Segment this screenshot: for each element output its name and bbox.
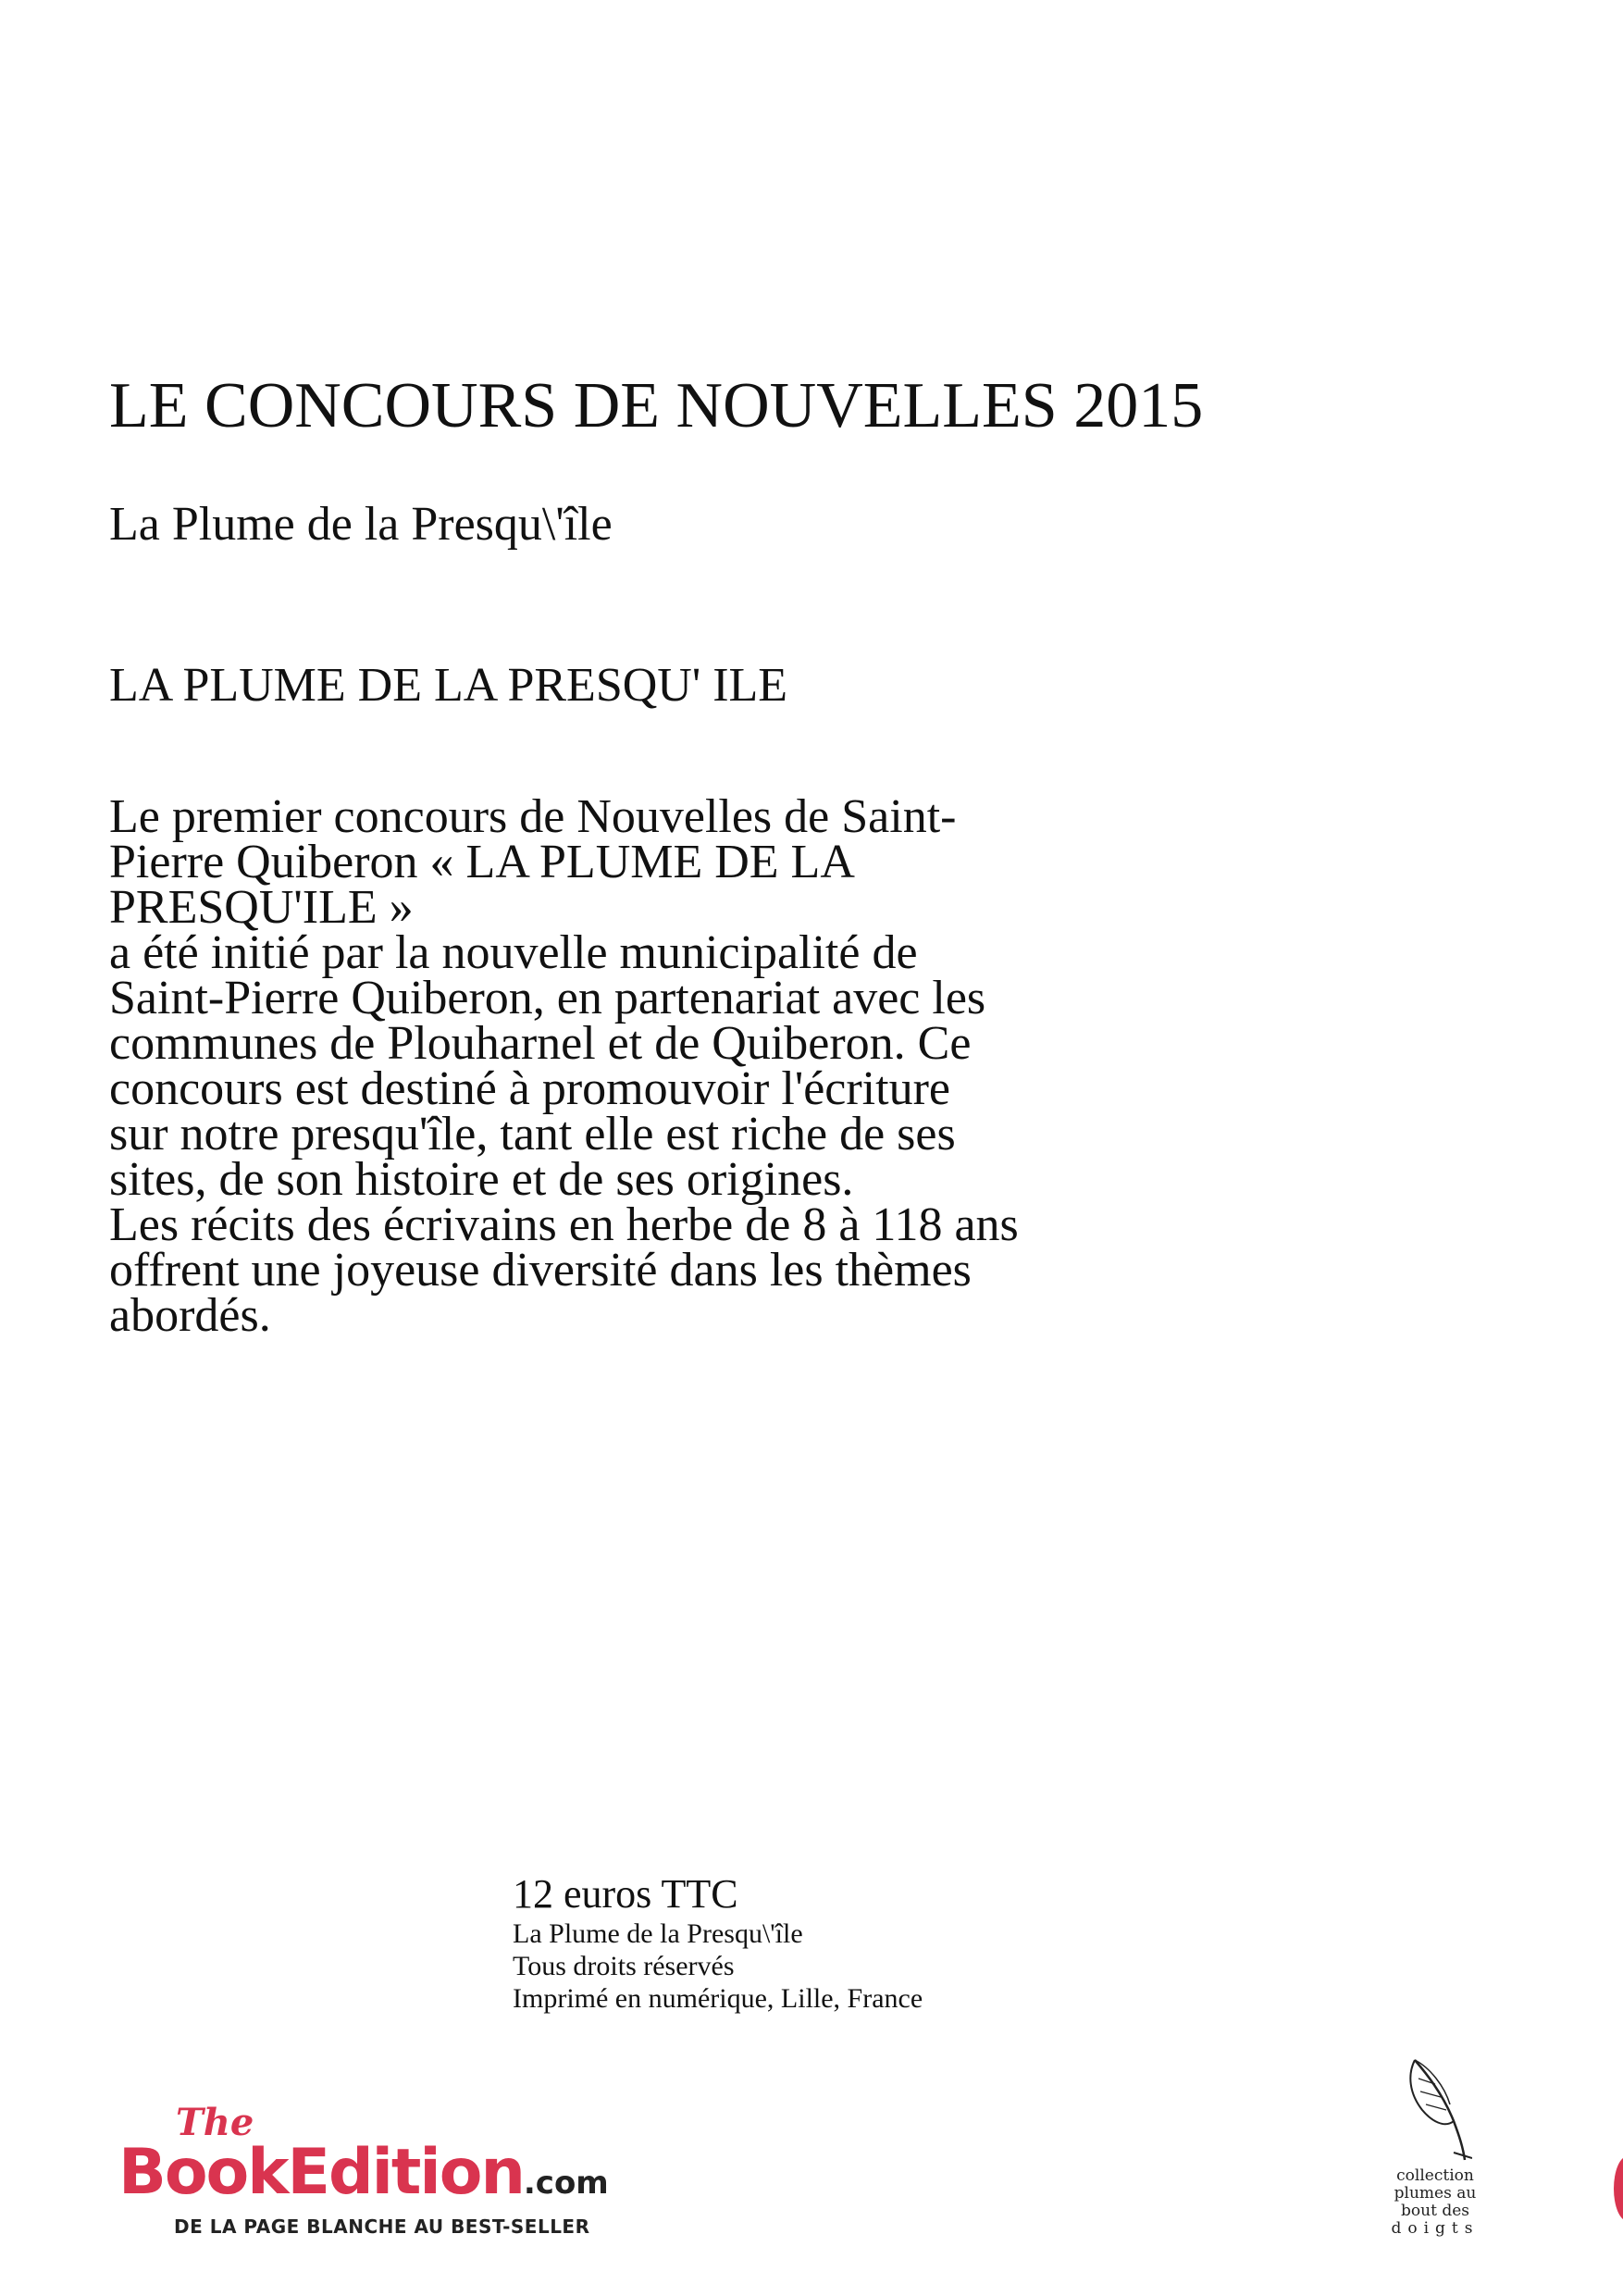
publisher-logo	[118, 2101, 674, 2240]
colophon-author: La Plume de la Presqu\'île	[513, 1918, 803, 1949]
blurb-line: offrent une joyeuse diversité dans les thèmes	[109, 1244, 972, 1297]
logo-brand-name: BookEdition	[118, 2136, 524, 2209]
price: 12 euros TTC	[513, 1871, 738, 1917]
collection-label-line: bout des	[1401, 2202, 1469, 2220]
collection-label-line: plumes au	[1394, 2184, 1477, 2203]
blurb-line: Les récits des écrivains en herbe de 8 à 118 ans	[109, 1198, 1019, 1251]
blurb-line: sites, de son histoire et de ses origines.	[109, 1153, 854, 1206]
print-notice: Imprimé en numérique, Lille, France	[513, 1983, 923, 2014]
blurb-line: communes de Plouharnel et de Quiberon. Ce	[109, 1017, 972, 1070]
blurb-line: Saint-Pierre Quiberon, en partenariat avec les	[109, 972, 986, 1024]
blurb-text	[109, 790, 1257, 1342]
collection-label-line: collection	[1396, 2166, 1474, 2185]
edge-decoration	[1614, 2156, 1623, 2221]
rights-notice: Tous droits réservés	[513, 1951, 735, 1981]
collection-mark	[1384, 2056, 1486, 2238]
logo-the: The	[176, 2101, 254, 2144]
blurb-line: concours est destiné à promouvoir l'écriture	[109, 1062, 950, 1115]
blurb-line: Pierre Quiberon « LA PLUME DE LA	[109, 836, 855, 888]
logo-brand	[118, 2136, 609, 2209]
section-heading: LA PLUME DE LA PRESQU' ILE	[109, 659, 788, 712]
blurb-line: abordés.	[109, 1289, 271, 1342]
logo-tagline: DE LA PAGE BLANCHE AU BEST-SELLER	[174, 2215, 590, 2238]
logo-domain: .com	[523, 2165, 609, 2202]
blurb-line: a été initié par la nouvelle municipalité de	[109, 926, 918, 979]
blurb-line: sur notre presqu'île, tant elle est riche de ses	[109, 1108, 956, 1160]
author-name: La Plume de la Presqu\'île	[109, 498, 613, 551]
collection-label-line: doigts	[1391, 2219, 1480, 2238]
blurb-line: PRESQU'ILE »	[109, 881, 414, 934]
book-title: LE CONCOURS DE NOUVELLES 2015	[109, 370, 1204, 441]
quill-feather-icon	[1398, 2056, 1472, 2167]
blurb-line: Le premier concours de Nouvelles de Saint-	[109, 790, 957, 843]
colophon	[513, 1871, 923, 2015]
